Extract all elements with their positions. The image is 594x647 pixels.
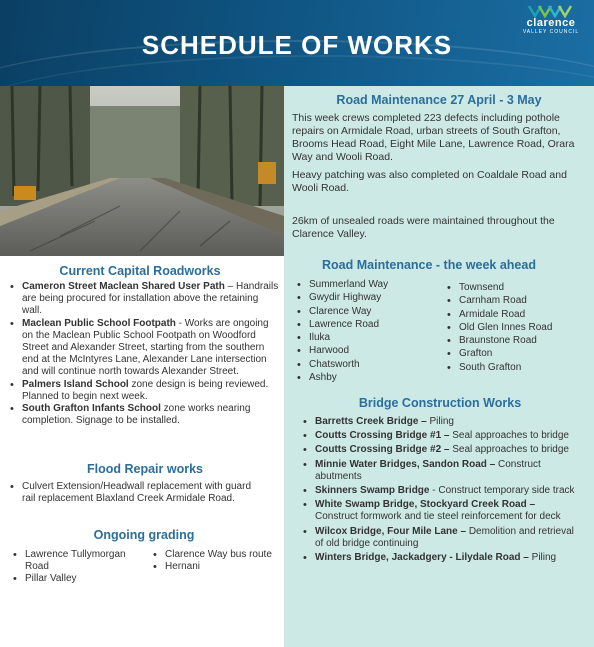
list-item: • Townsend (459, 282, 589, 295)
list-item: • Gwydir Highway (309, 292, 449, 305)
road-maintenance-heading: Road Maintenance 27 April - 3 May (336, 93, 542, 107)
week-ahead-list-right (459, 282, 589, 375)
bridge-works-heading: Bridge Construction Works (358, 396, 522, 410)
list-item: • Cameron Street Maclean Shared User Path – Handrails are being procured for installation above the retaining wall. (22, 281, 280, 318)
list-item: • Clarence Way bus route (165, 549, 280, 561)
logo-subtitle: VALLEY COUNCIL (522, 29, 580, 35)
list-item: • White Swamp Bridge, Stockyard Creek Road – Construct formwork and tie steel reinforcement for deck (315, 499, 575, 523)
list-item: • Iluka (309, 332, 449, 345)
list-item: • Braunstone Road (459, 335, 589, 348)
list-item: • Summerland Way (309, 279, 449, 292)
list-item: • Lawrence Tullymorgan Road (25, 549, 140, 573)
list-item: • Barretts Creek Bridge – Piling (315, 416, 575, 428)
unsealed-roads-note: 26km of unsealed roads were maintained throughout the Clarence Valley. (292, 215, 555, 240)
list-item: • Lawrence Road (309, 319, 449, 332)
header-banner (0, 0, 594, 86)
road-maintenance-summary: This week crews completed 223 defects including pothole repairs on Armidale Road, urban streets of South Grafton, Brooms Head Road, Eight Mile Lane, Lawrence Road, Orara Way and Wooli Road. (292, 112, 575, 163)
list-item: • Chatsworth (309, 359, 449, 372)
bridge-works-list (315, 416, 575, 566)
list-item: • Hernani (165, 561, 280, 573)
list-item: • Culvert Extension/Headwall replacement with guard rail replacement Blaxland Creek Armidale Road. (22, 481, 262, 505)
week-ahead-list-left (309, 279, 449, 385)
road-photo (0, 86, 284, 256)
list-item: • Clarence Way (309, 306, 449, 319)
list-item: • Grafton (459, 348, 589, 361)
list-item: • Harwood (309, 345, 449, 358)
capital-roadworks-heading: Current Capital Roadworks (59, 264, 221, 278)
list-item: • Minnie Water Bridges, Sandon Road – Construct abutments (315, 459, 575, 483)
list-item: • Armidale Road (459, 309, 589, 322)
logo-name: clarence (526, 17, 576, 29)
list-item: • South Grafton Infants School zone works nearing completion. Signage to be installed. (22, 403, 280, 427)
list-item: • Maclean Public School Footpath - Works are ongoing on the Maclean Public School Footpath on Woodford Street and Alexander Street, starting from the southern end at the McIntyres Lane, Alexander Lane intersection and will continue north towards Alexander Street. (22, 318, 280, 379)
grading-list-left (25, 549, 140, 586)
grading-list-right (165, 549, 280, 573)
heavy-patching-note: Heavy patching was also completed on Coaldale Road and Wooli Road. (292, 169, 567, 194)
list-item: • Carnham Road (459, 295, 589, 308)
list-item: • Ashby (309, 372, 449, 385)
grading-heading: Ongoing grading (93, 528, 195, 542)
list-item: • Wilcox Bridge, Four Mile Lane – Demolition and retrieval of old bridge continuing (315, 526, 575, 550)
list-item: • South Grafton (459, 362, 589, 375)
flood-repair-list (22, 481, 262, 505)
list-item: • Coutts Crossing Bridge #2 – Seal approaches to bridge (315, 444, 575, 456)
page-title: SCHEDULE OF WORKS (141, 30, 453, 60)
list-item: • Coutts Crossing Bridge #1 – Seal approaches to bridge (315, 430, 575, 442)
list-item: • Pillar Valley (25, 573, 140, 585)
right-panel (284, 86, 594, 647)
list-item: • Palmers Island School zone design is being reviewed. Planned to begin next week. (22, 379, 280, 403)
list-item: • Skinners Swamp Bridge - Construct temporary side track (315, 485, 575, 497)
road-photo-image (0, 86, 284, 256)
left-column (0, 256, 284, 647)
week-ahead-heading: Road Maintenance - the week ahead (322, 258, 536, 272)
list-item: • Old Glen Innes Road (459, 322, 589, 335)
council-logo (518, 4, 584, 40)
capital-roadworks-list (22, 281, 280, 427)
logo-wave-icon (526, 4, 576, 18)
list-item: • Winters Bridge, Jackadgery - Lilydale Road – Piling (315, 552, 575, 564)
flood-repair-heading: Flood Repair works (87, 462, 203, 476)
